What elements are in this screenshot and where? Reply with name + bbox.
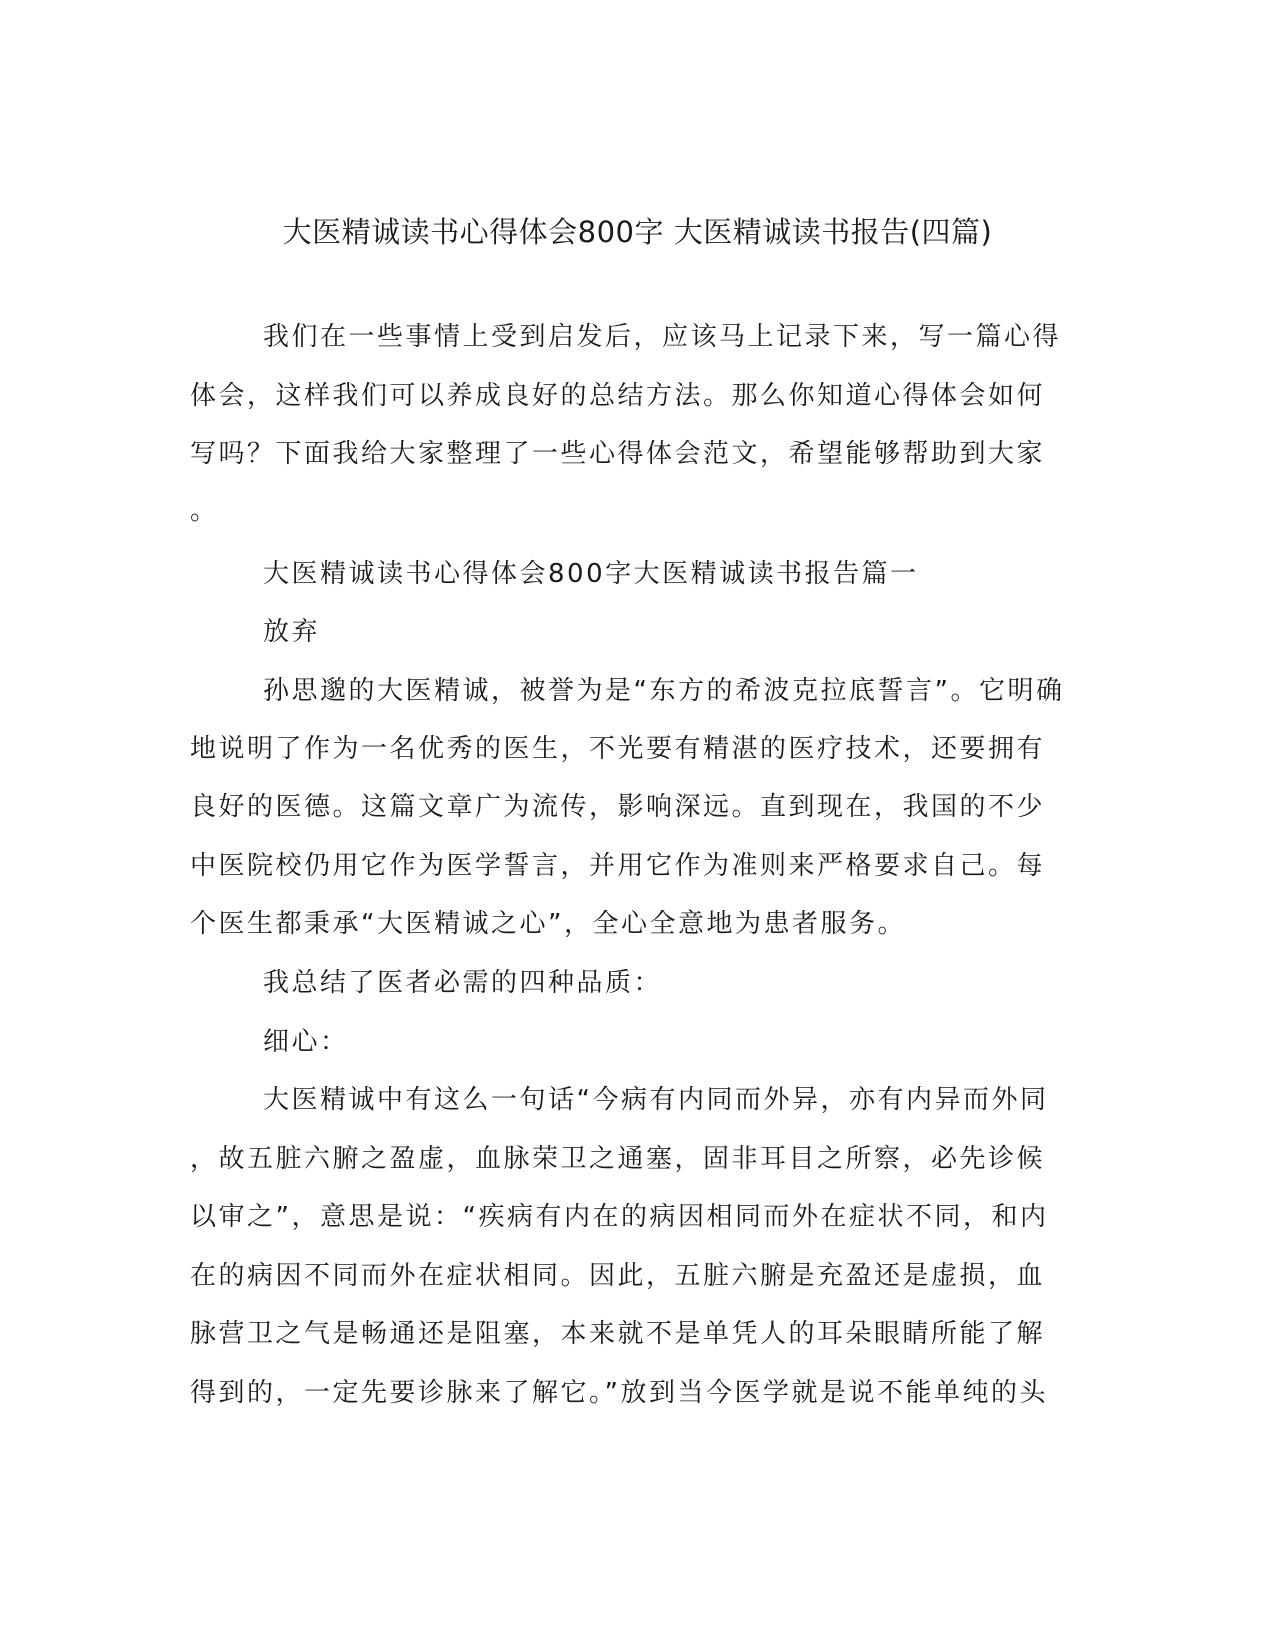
paragraph-line: 孙思邈的大医精诚，被誉为是“东方的希波克拉底誓言”。它明确 xyxy=(263,676,1065,706)
paragraph-line: ，故五脏六腑之盈虚，血脉荣卫之通塞，固非耳目之所察，必先诊候 xyxy=(190,1144,1046,1174)
paragraph-line: 我总结了医者必需的四种品质： xyxy=(263,968,663,998)
paragraph-line: 中医院校仍用它作为医学誓言，并用它作为准则来严格要求自己。每 xyxy=(190,851,1046,881)
paragraph-line: 写吗？下面我给大家整理了一些心得体会范文，希望能够帮助到大家 xyxy=(190,439,1046,469)
paragraph-line: 以审之”，意思是说：“疾病有内在的病因相同而外在症状不同，和内 xyxy=(190,1202,1049,1232)
paragraph-line: 在的病因不同而外在症状相同。因此，五脏六腑是充盈还是虚损，血 xyxy=(190,1261,1046,1291)
paragraph-line: 细心： xyxy=(263,1027,349,1057)
paragraph-line: 体会，这样我们可以养成良好的总结方法。那么你知道心得体会如何 xyxy=(190,381,1046,411)
paragraph-line: 得到的，一定先要诊脉来了解它。”放到当今医学就是说不能单纯的头 xyxy=(190,1378,1048,1408)
paragraph-line: 良好的医德。这篇文章广为流传，影响深远。直到现在，我国的不少 xyxy=(190,792,1046,822)
document-title: 大医精诚读书心得体会800字 大医精诚读书报告(四篇) xyxy=(282,215,993,249)
paragraph-line: 个医生都秉承“大医精诚之心”，全心全意地为患者服务。 xyxy=(190,909,906,939)
paragraph-line: 放弃 xyxy=(263,617,321,647)
paragraph-line: 我们在一些事情上受到启发后，应该马上记录下来，写一篇心得 xyxy=(263,322,1062,352)
paragraph-line: 地说明了作为一名优秀的医生，不光要有精湛的医疗技术，还要拥有 xyxy=(190,734,1046,764)
paragraph-line: 。 xyxy=(190,496,219,526)
paragraph-line: 大医精诚中有这么一句话“今病有内同而外异，亦有内异而外同 xyxy=(263,1085,1049,1115)
paragraph-line: 脉营卫之气是畅通还是阻塞，本来就不是单凭人的耳朵眼睛所能了解 xyxy=(190,1319,1046,1349)
section-heading: 大医精诚读书心得体会800字大医精诚读书报告篇一 xyxy=(263,559,919,589)
